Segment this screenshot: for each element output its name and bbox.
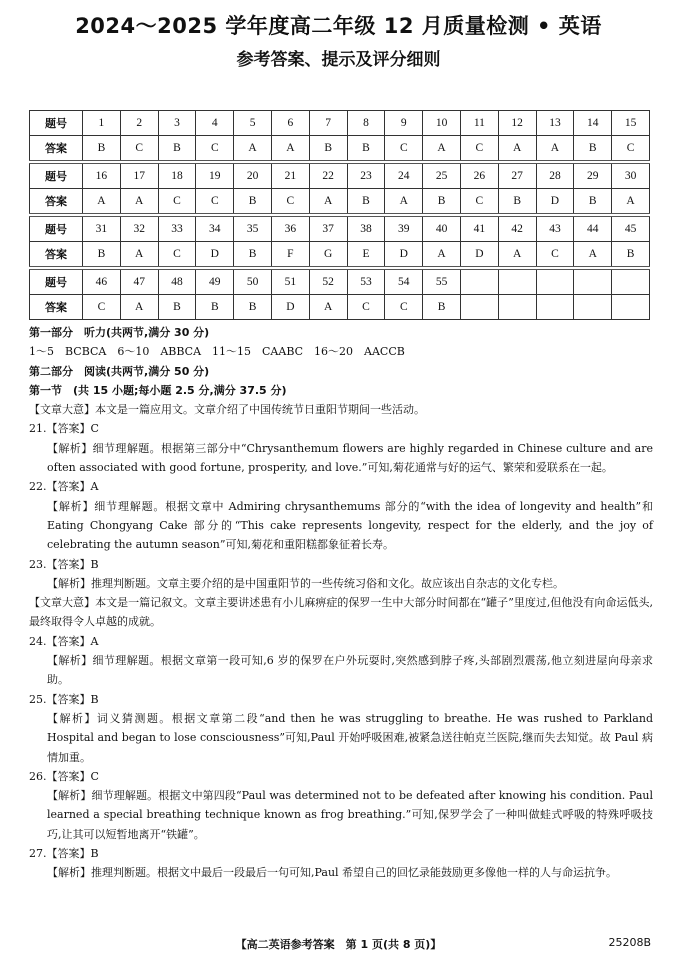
answer-cell	[574, 295, 612, 320]
answer-cell: D	[196, 242, 234, 269]
question-number-row	[30, 268, 650, 295]
question-number-cell: 18	[158, 162, 196, 189]
question-number-cell: 45	[612, 215, 650, 242]
question-number-cell: 47	[120, 268, 158, 295]
section-heading: 第一部分 听力(共两节,满分 30 分)	[29, 326, 210, 339]
answer-cell: C	[196, 189, 234, 216]
question-number-cell: 50	[234, 268, 272, 295]
question-number-cell: 5	[234, 111, 272, 136]
answer-cell: A	[612, 189, 650, 216]
answer-cell: C	[460, 189, 498, 216]
question-number-cell: 29	[574, 162, 612, 189]
answer-cell	[460, 295, 498, 320]
question-number-cell: 19	[196, 162, 234, 189]
answer-cell: B	[347, 136, 385, 163]
row-label-number: 题号	[30, 215, 83, 242]
answer-cell: D	[536, 189, 574, 216]
question-number-cell: 33	[158, 215, 196, 242]
answer-cell: C	[347, 295, 385, 320]
question-number-cell: 36	[271, 215, 309, 242]
answer-cell: B	[309, 136, 347, 163]
answer-cell: B	[498, 189, 536, 216]
question-number-cell: 42	[498, 215, 536, 242]
answer-cell: B	[83, 242, 121, 269]
question-number-row	[30, 162, 650, 189]
question-number-cell: 13	[536, 111, 574, 136]
question-number-cell: 16	[83, 162, 121, 189]
answer-row	[30, 189, 650, 216]
question-number-cell: 26	[460, 162, 498, 189]
answer-cell: E	[347, 242, 385, 269]
question-number-cell: 43	[536, 215, 574, 242]
question-number-cell: 48	[158, 268, 196, 295]
text-paragraph: 【解析】词义猜测题。根据文章第二段“and then he was struggling to breathe. He was rushed to Parkland Hospital and began to lose consciousness”可知,Paul 开始呼吸困难,被紧急送往帕克兰医院,继而失去知觉。故 Paul 病情加重。	[47, 711, 653, 764]
answer-cell: C	[271, 189, 309, 216]
answer-cell: A	[234, 136, 272, 163]
question-number-cell: 6	[271, 111, 309, 136]
question-number-cell: 37	[309, 215, 347, 242]
answer-cell: D	[460, 242, 498, 269]
answer-cell: C	[385, 136, 423, 163]
answer-cell: B	[234, 295, 272, 320]
text-paragraph: 1～5 BCBCA 6～10 ABBCA 11～15 CAABC 16～20 AACCB	[29, 345, 405, 359]
section-heading: 第二部分 阅读(共两节,满分 50 分)	[29, 364, 210, 378]
answer-cell	[498, 295, 536, 320]
answer-cell: B	[612, 242, 650, 269]
question-number-cell: 31	[83, 215, 121, 242]
page-footer: 【高二英语参考答案 第 1 页(共 8 页)】	[235, 938, 442, 951]
question-number-cell: 35	[234, 215, 272, 242]
page-subtitle: 参考答案、提示及评分细则	[236, 50, 441, 70]
question-number-cell: 30	[612, 162, 650, 189]
answer-cell: D	[271, 295, 309, 320]
answer-cell: A	[423, 136, 461, 163]
text-paragraph: 【解析】细节理解题。根据文中第四段“Paul was determined not to be defeated after knowing his condition. Paul learned a special breathing technique known as frog breathing.”可知,保罗学会了一种叫做蛙式呼吸的特殊呼吸技巧,让其可以短暂地离开“铁罐”。	[47, 789, 653, 841]
text-paragraph: 26.【答案】C	[29, 769, 99, 783]
question-number-cell: 8	[347, 111, 385, 136]
question-number-cell: 49	[196, 268, 234, 295]
text-paragraph: 25.【答案】B	[29, 692, 99, 706]
row-label-answer: 答案	[30, 136, 83, 163]
answer-cell: C	[460, 136, 498, 163]
answer-explanations	[29, 323, 653, 883]
question-number-cell: 17	[120, 162, 158, 189]
row-label-number: 题号	[30, 162, 83, 189]
text-paragraph: 【解析】细节理解题。根据第三部分中“Chrysanthemum flowers are highly regarded in Chinese culture and are often associated with good fortune, prosperity, and love.”可知,菊花通常与好的运气、繁荣和爱联系在一起。	[47, 441, 653, 475]
question-number-cell: 38	[347, 215, 385, 242]
question-number-cell: 28	[536, 162, 574, 189]
question-number-cell: 15	[612, 111, 650, 136]
document-code: 25208B	[608, 936, 651, 949]
answer-cell: A	[120, 242, 158, 269]
text-paragraph: 【文章大意】本文是一篇记叙文。文章主要讲述患有小儿麻痹症的保罗一生中大部分时间都在“罐子”里度过,但他没有向命运低头,最终取得令人卓越的成就。	[29, 596, 653, 629]
text-paragraph: 【解析】细节理解题。根据文章第一段可知,6 岁的保罗在户外玩耍时,突然感到脖子疼,头部剧烈震荡,他立刻进屋向母亲求助。	[47, 654, 653, 687]
answer-cell: B	[574, 189, 612, 216]
row-label-answer: 答案	[30, 242, 83, 269]
question-number-cell: 12	[498, 111, 536, 136]
text-paragraph: 【文章大意】本文是一篇应用文。文章介绍了中国传统节日重阳节期间一些活动。	[29, 403, 425, 417]
answer-cell: B	[158, 136, 196, 163]
page-title: 2024～2025 学年度高二年级 12 月质量检测 • 英语	[75, 14, 602, 38]
answer-cell: B	[574, 136, 612, 163]
question-number-cell: 25	[423, 162, 461, 189]
answer-row	[30, 242, 650, 269]
question-number-cell: 55	[423, 268, 461, 295]
text-paragraph: 【解析】推理判断题。文章主要介绍的是中国重阳节的一些传统习俗和文化。故应该出自杂志的文化专栏。	[47, 576, 564, 590]
question-number-cell: 14	[574, 111, 612, 136]
question-number-cell: 27	[498, 162, 536, 189]
question-number-cell: 24	[385, 162, 423, 189]
question-number-cell: 3	[158, 111, 196, 136]
question-number-cell: 46	[83, 268, 121, 295]
question-number-row	[30, 215, 650, 242]
row-label-number: 题号	[30, 268, 83, 295]
answer-cell	[536, 295, 574, 320]
question-number-cell: 10	[423, 111, 461, 136]
answer-cell: A	[423, 242, 461, 269]
text-paragraph: 24.【答案】A	[29, 634, 99, 648]
row-label-answer: 答案	[30, 189, 83, 216]
question-number-cell: 11	[460, 111, 498, 136]
answer-cell: B	[234, 189, 272, 216]
question-number-cell: 53	[347, 268, 385, 295]
answer-cell: A	[498, 136, 536, 163]
section-heading: 第一节 (共 15 小题;每小题 2.5 分,满分 37.5 分)	[29, 383, 287, 397]
question-number-cell	[536, 268, 574, 295]
row-label-number: 题号	[30, 111, 83, 136]
answer-cell: C	[120, 136, 158, 163]
answer-cell: G	[309, 242, 347, 269]
question-number-cell	[498, 268, 536, 295]
question-number-cell: 22	[309, 162, 347, 189]
question-number-cell: 52	[309, 268, 347, 295]
question-number-cell: 34	[196, 215, 234, 242]
question-number-cell: 4	[196, 111, 234, 136]
text-paragraph: 21.【答案】C	[29, 422, 99, 436]
answer-cell: A	[271, 136, 309, 163]
text-paragraph: 23.【答案】B	[29, 557, 99, 571]
answer-cell: A	[498, 242, 536, 269]
question-number-cell: 40	[423, 215, 461, 242]
text-paragraph: 【解析】推理判断题。根据文中最后一段最后一句可知,Paul 希望自己的回忆录能鼓励更多像他一样的人与命运抗争。	[47, 866, 618, 880]
question-number-cell: 9	[385, 111, 423, 136]
answer-cell: B	[196, 295, 234, 320]
text-paragraph: 27.【答案】B	[29, 847, 99, 861]
question-number-cell: 39	[385, 215, 423, 242]
answer-cell: A	[385, 189, 423, 216]
question-number-cell: 7	[309, 111, 347, 136]
question-number-cell: 41	[460, 215, 498, 242]
answer-cell: C	[612, 136, 650, 163]
question-number-cell	[612, 268, 650, 295]
answer-cell: C	[83, 295, 121, 320]
answer-row	[30, 136, 650, 163]
question-number-cell	[574, 268, 612, 295]
answer-cell: A	[120, 295, 158, 320]
answer-cell: C	[196, 136, 234, 163]
question-number-cell: 20	[234, 162, 272, 189]
answer-row	[30, 295, 650, 320]
answer-cell: C	[536, 242, 574, 269]
question-number-cell	[460, 268, 498, 295]
answer-cell: A	[120, 189, 158, 216]
answer-cell: F	[271, 242, 309, 269]
question-number-cell: 2	[120, 111, 158, 136]
question-number-cell: 21	[271, 162, 309, 189]
text-paragraph: 22.【答案】A	[29, 480, 99, 494]
answer-cell: C	[158, 242, 196, 269]
question-number-cell: 32	[120, 215, 158, 242]
answer-cell: B	[158, 295, 196, 320]
question-number-row	[30, 111, 650, 136]
answer-cell: B	[423, 189, 461, 216]
answer-cell: C	[385, 295, 423, 320]
answer-table	[29, 110, 650, 320]
question-number-cell: 54	[385, 268, 423, 295]
question-number-cell: 51	[271, 268, 309, 295]
answer-cell: B	[234, 242, 272, 269]
answer-cell: A	[574, 242, 612, 269]
answer-cell: A	[309, 295, 347, 320]
answer-cell: A	[309, 189, 347, 216]
question-number-cell: 1	[83, 111, 121, 136]
answer-cell: D	[385, 242, 423, 269]
answer-cell: B	[423, 295, 461, 320]
row-label-answer: 答案	[30, 295, 83, 320]
answer-cell: A	[83, 189, 121, 216]
text-paragraph: 【解析】细节理解题。根据文章中 Admiring chrysanthemums 部分的“with the idea of longevity and health”和 Eating Chongyang Cake 部分的“This cake represents longevity, respect for the elderly, and the joy of celebrating the autumn season”可知,菊花和重阳糕都象征着长寿。	[47, 499, 653, 552]
answer-cell: C	[158, 189, 196, 216]
question-number-cell: 44	[574, 215, 612, 242]
answer-cell: B	[83, 136, 121, 163]
answer-cell	[612, 295, 650, 320]
answer-cell: A	[536, 136, 574, 163]
answer-cell: B	[347, 189, 385, 216]
question-number-cell: 23	[347, 162, 385, 189]
